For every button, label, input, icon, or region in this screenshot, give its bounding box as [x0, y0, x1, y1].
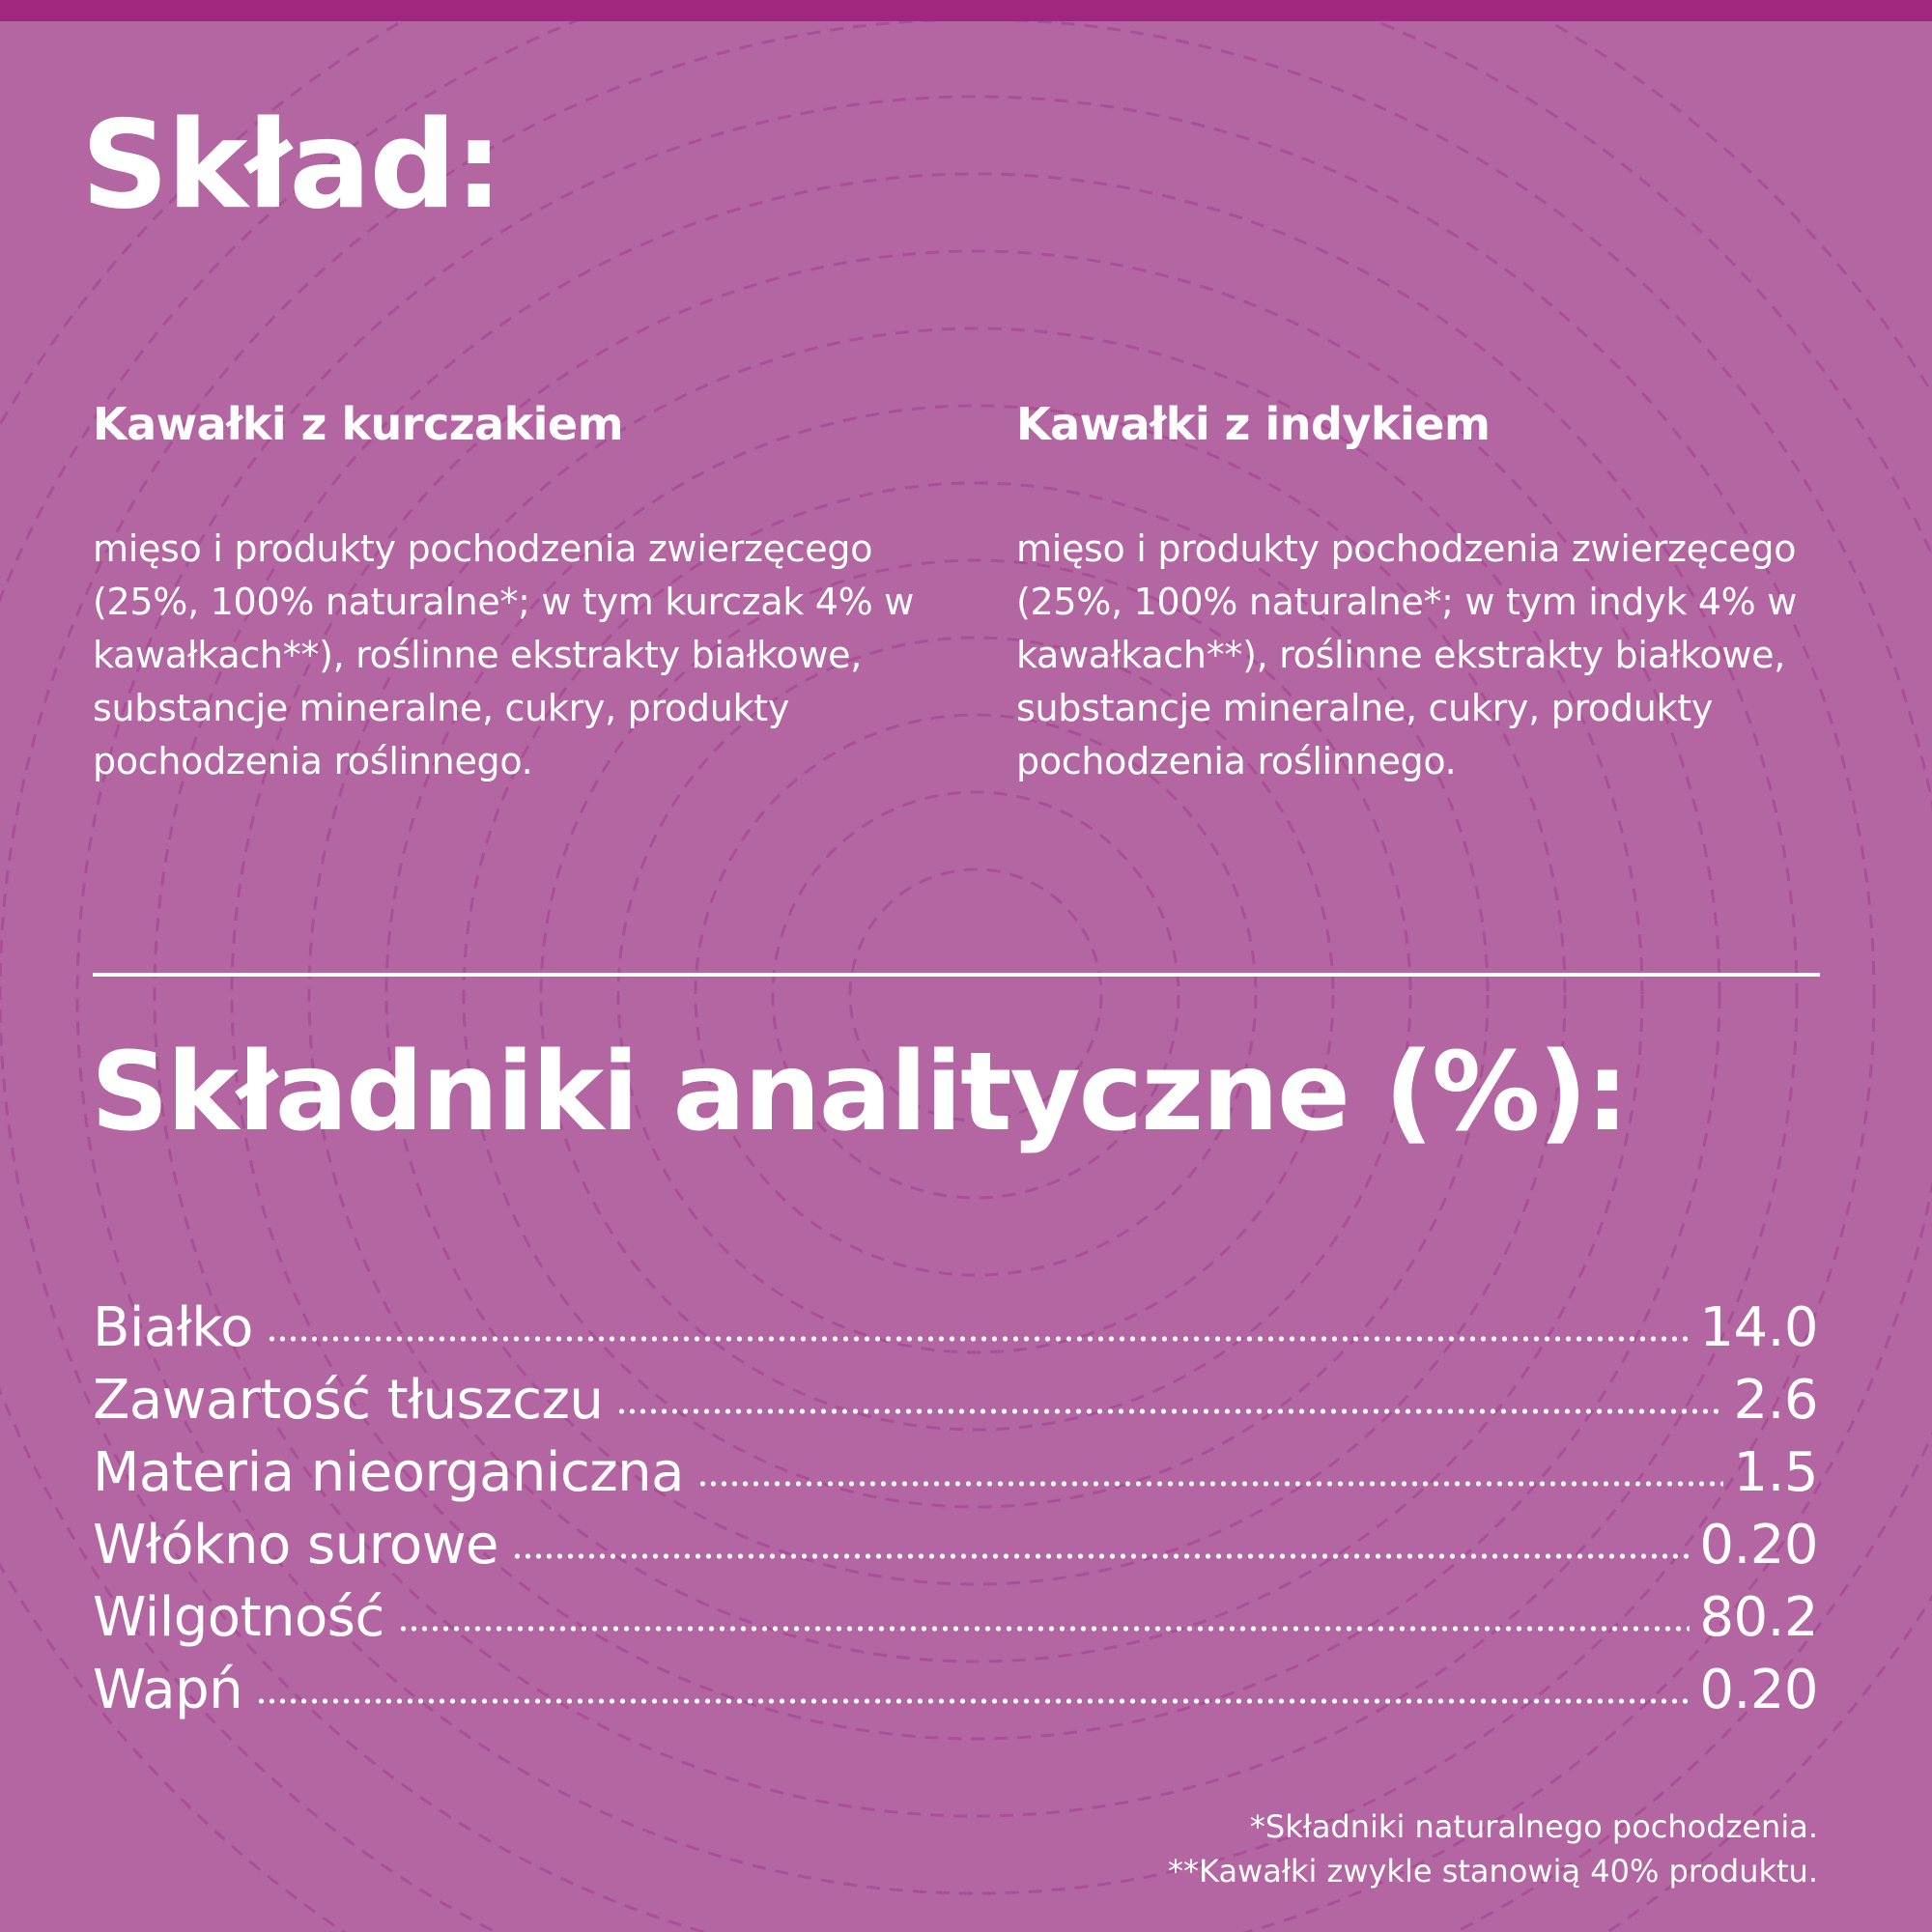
footnote-natural: *Składniki naturalnego pochodzenia. [1249, 1808, 1818, 1845]
row-value: 2.6 [1733, 1369, 1818, 1432]
row-label: Wapń [93, 1659, 243, 1721]
page-title: Skład: [81, 94, 501, 236]
top-accent-band [0, 0, 1932, 21]
analytic-row-moisture [93, 1581, 1818, 1654]
dot-leader [256, 1694, 1690, 1708]
footnotes [1168, 1804, 1818, 1893]
dot-leader [616, 1405, 1723, 1418]
dot-leader [512, 1549, 1690, 1563]
dot-leader [697, 1477, 1723, 1491]
dot-leader [267, 1332, 1690, 1346]
row-value: 0.20 [1699, 1514, 1818, 1577]
turkey-ingredients-text: mięso i produkty pochodzenia zwierzęcego (25%, 100% naturalne*; w tym indyk 4% w kawałkach**), roślinne ekstrakty białkowe, substancje mineralne, cukry, produkty pochodzenia roślinnego. [1016, 527, 1798, 783]
row-label: Białko [93, 1296, 253, 1359]
row-label: Wilgotność [93, 1586, 384, 1649]
row-label: Włókno surowe [93, 1514, 499, 1577]
row-value: 1.5 [1733, 1441, 1818, 1504]
analytic-title: Składniki analityczne (%): [91, 1030, 1628, 1155]
chicken-ingredients-text: mięso i produkty pochodzenia zwierzęcego (25%, 100% naturalne*; w tym kurczak 4% w kawałkach**), roślinne ekstrakty białkowe, substancje mineralne, cukry, produkty pochodzenia roślinnego. [93, 527, 915, 783]
section-divider [93, 973, 1820, 977]
analytic-table [93, 1292, 1818, 1726]
chicken-heading: Kawałki z kurczakiem [93, 398, 624, 450]
row-value: 0.20 [1699, 1659, 1818, 1721]
dot-leader [398, 1622, 1690, 1635]
turkey-heading: Kawałki z indykiem [1016, 398, 1491, 450]
footnote-chunks: **Kawałki zwykle stanowią 40% produktu. [1168, 1853, 1818, 1889]
analytic-row-calcium [93, 1654, 1818, 1726]
analytic-row-ash [93, 1436, 1818, 1509]
analytic-row-fibre [93, 1509, 1818, 1581]
ingredients-turkey [1016, 398, 1886, 788]
row-value: 80.2 [1699, 1586, 1818, 1649]
analytic-row-protein [93, 1292, 1818, 1364]
row-label: Zawartość tłuszczu [93, 1369, 604, 1432]
row-value: 14.0 [1699, 1296, 1818, 1359]
row-label: Materia nieorganiczna [93, 1441, 684, 1504]
analytic-row-fat [93, 1364, 1818, 1436]
ingredients-chicken [93, 398, 962, 788]
